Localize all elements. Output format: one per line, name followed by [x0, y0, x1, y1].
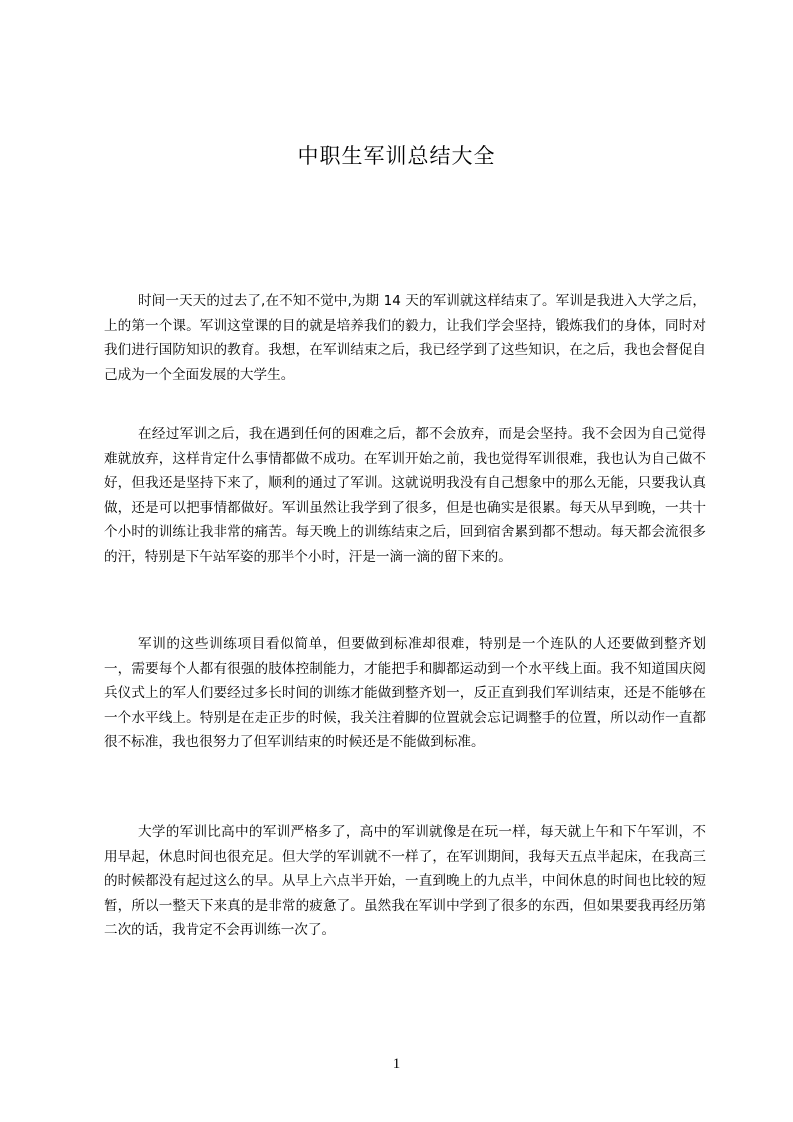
paragraph-1: 时间一天天的过去了,在不知不觉中,为期 14 天的军训就这样结束了。军训是我进入大学之后，上的第一个课。军训这堂课的目的就是培养我们的毅力，让我们学会坚持，锻炼我们的身体，同时对我们进行国防知识的教育。我想，在军训结束之后，我已经学到了这些知识，在之后，我也会督促自己成为一个全面发展的大学生。 [104, 293, 706, 383]
paragraph-3: 军训的这些训练项目看似简单，但要做到标准却很难，特别是一个连队的人还要做到整齐划一，需要每个人都有很强的肢体控制能力，才能把手和脚都运动到一个水平线上面。我不知道国庆阅兵仪式上的军人们要经过多长时间的训练才能做到整齐划一，反正直到我们军训结束，还是不能够在一个水平线上。特别是在走正步的时候，我关注着脚的位置就会忘记调整手的位置，所以动作一直都很不标准，我也很努力了但军训结束的时候还是不能做到标准。 [104, 636, 706, 751]
paragraph-2: 在经过军训之后，我在遇到任何的困难之后，都不会放弃，而是会坚持。我不会因为自己觉得难就放弃，这样肯定什么事情都做不成功。在军训开始之前，我也觉得军训很难，我也认为自己做不好，但我还是坚持下来了，顺利的通过了军训。这就说明我没有自己想象中的那么无能，只要我认真做，还是可以把事情都做好。军训虽然让我学到了很多，但是也确实是很累。每天从早到晚，一共十个小时的训练让我非常的痛苦。每天晚上的训练结束之后，回到宿舍累到都不想动。每天都会流很多的汗，特别是下午站军姿的那半个小时，汗是一滴一滴的留下来的。 [104, 426, 706, 565]
page-number: 1 [392, 1056, 401, 1072]
paragraph-4: 大学的军训比高中的军训严格多了，高中的军训就像是在玩一样，每天就上午和下午军训，不用早起，休息时间也很充足。但大学的军训就不一样了，在军训期间，我每天五点半起床，在我高三的时候都没有起过这么的早。从早上六点半开始，一直到晚上的九点半，中间休息的时间也比较的短暂，所以一整天下来真的是非常的疲惫了。虽然我在军训中学到了很多的东西，但如果要我再经历第二次的话，我肯定不会再训练一次了。 [104, 824, 706, 939]
document-title: 中职生军训总结大全 [297, 144, 496, 168]
